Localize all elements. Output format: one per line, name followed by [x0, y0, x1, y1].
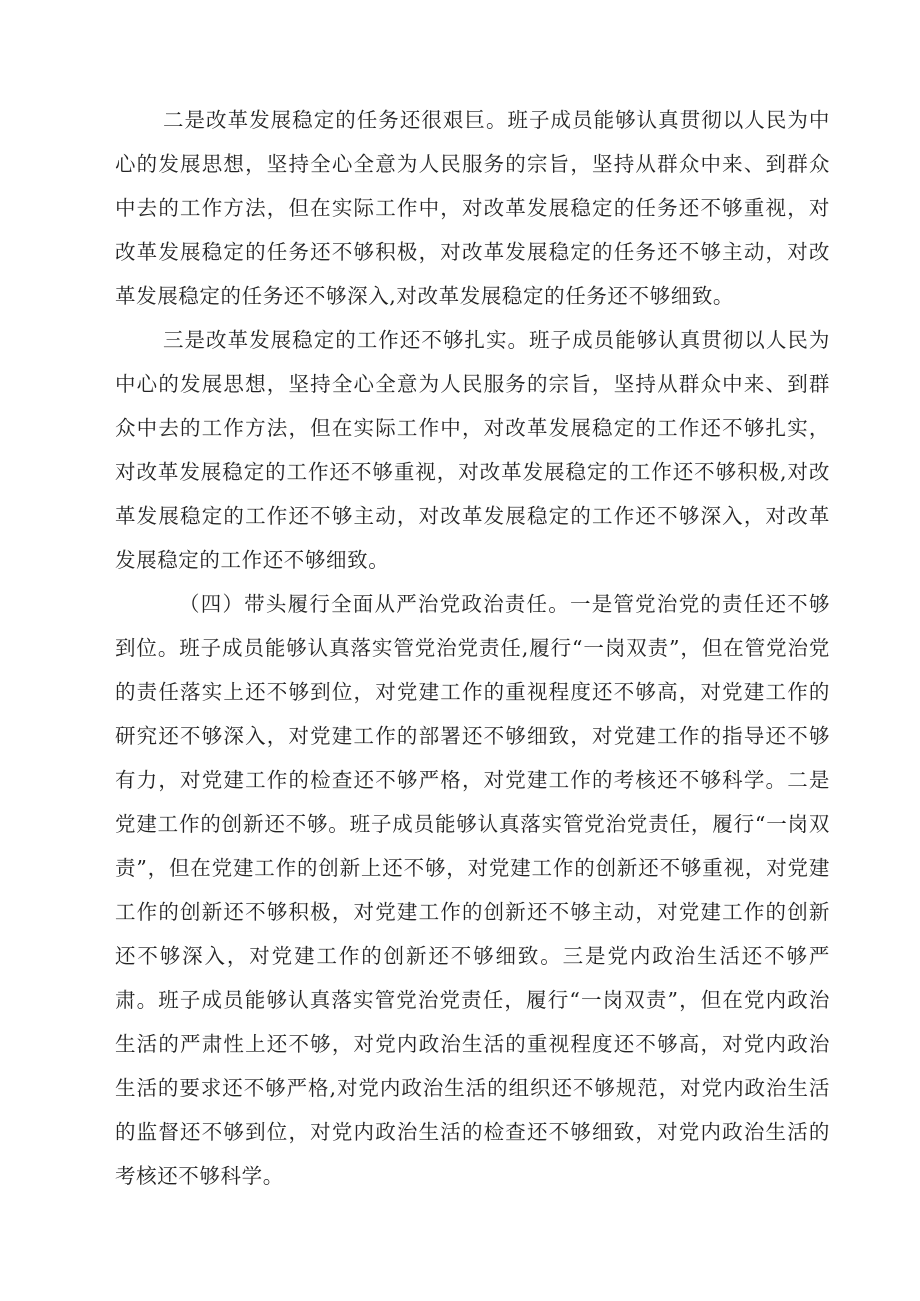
document-body	[115, 98, 830, 1198]
paragraph-party-responsibility: （四）带头履行全面从严治党政治责任。一是管党治党的责任还不够到位。班子成员能够认真落实管党治党责任,履行“一岗双责”，但在管党治党的责任落实上还不够到位，对党建工作的重视程度还不够高，对党建工作的研究还不够深入，对党建工作的部署还不够细致，对党建工作的指导还不够有力，对党建工作的检查还不够严格，对党建工作的考核还不够科学。二是党建工作的创新还不够。班子成员能够认真落实管党治党责任，履行“一岗双责”，但在党建工作的创新上还不够，对党建工作的创新还不够重视，对党建工作的创新还不够积极，对党建工作的创新还不够主动，对党建工作的创新还不够深入，对党建工作的创新还不够细致。三是党内政治生活还不够严肃。班子成员能够认真落实管党治党责任，履行“一岗双责”，但在党内政治生活的严肃性上还不够，对党内政治生活的重视程度还不够高，对党内政治生活的要求还不够严格,对党内政治生活的组织还不够规范，对党内政治生活的监督还不够到位，对党内政治生活的检查还不够细致，对党内政治生活的考核还不够科学。	[115, 592, 830, 1188]
paragraph-reform-tasks: 二是改革发展稳定的任务还很艰巨。班子成员能够认真贯彻以人民为中心的发展思想，坚持全心全意为人民服务的宗旨，坚持从群众中来、到群众中去的工作方法，但在实际工作中，对改革发展稳定的任务还不够重视，对改革发展稳定的任务还不够积极，对改革发展稳定的任务还不够主动，对改革发展稳定的任务还不够深入,对改革发展稳定的任务还不够细致。	[115, 108, 830, 308]
paragraph-reform-work: 三是改革发展稳定的工作还不够扎实。班子成员能够认真贯彻以人民为中心的发展思想，坚持全心全意为人民服务的宗旨，坚持从群众中来、到群众中去的工作方法，但在实际工作中，对改革发展稳定的工作还不够扎实，对改革发展稳定的工作还不够重视，对改革发展稳定的工作还不够积极,对改革发展稳定的工作还不够主动，对改革发展稳定的工作还不够深入，对改革发展稳定的工作还不够细致。	[115, 328, 830, 572]
